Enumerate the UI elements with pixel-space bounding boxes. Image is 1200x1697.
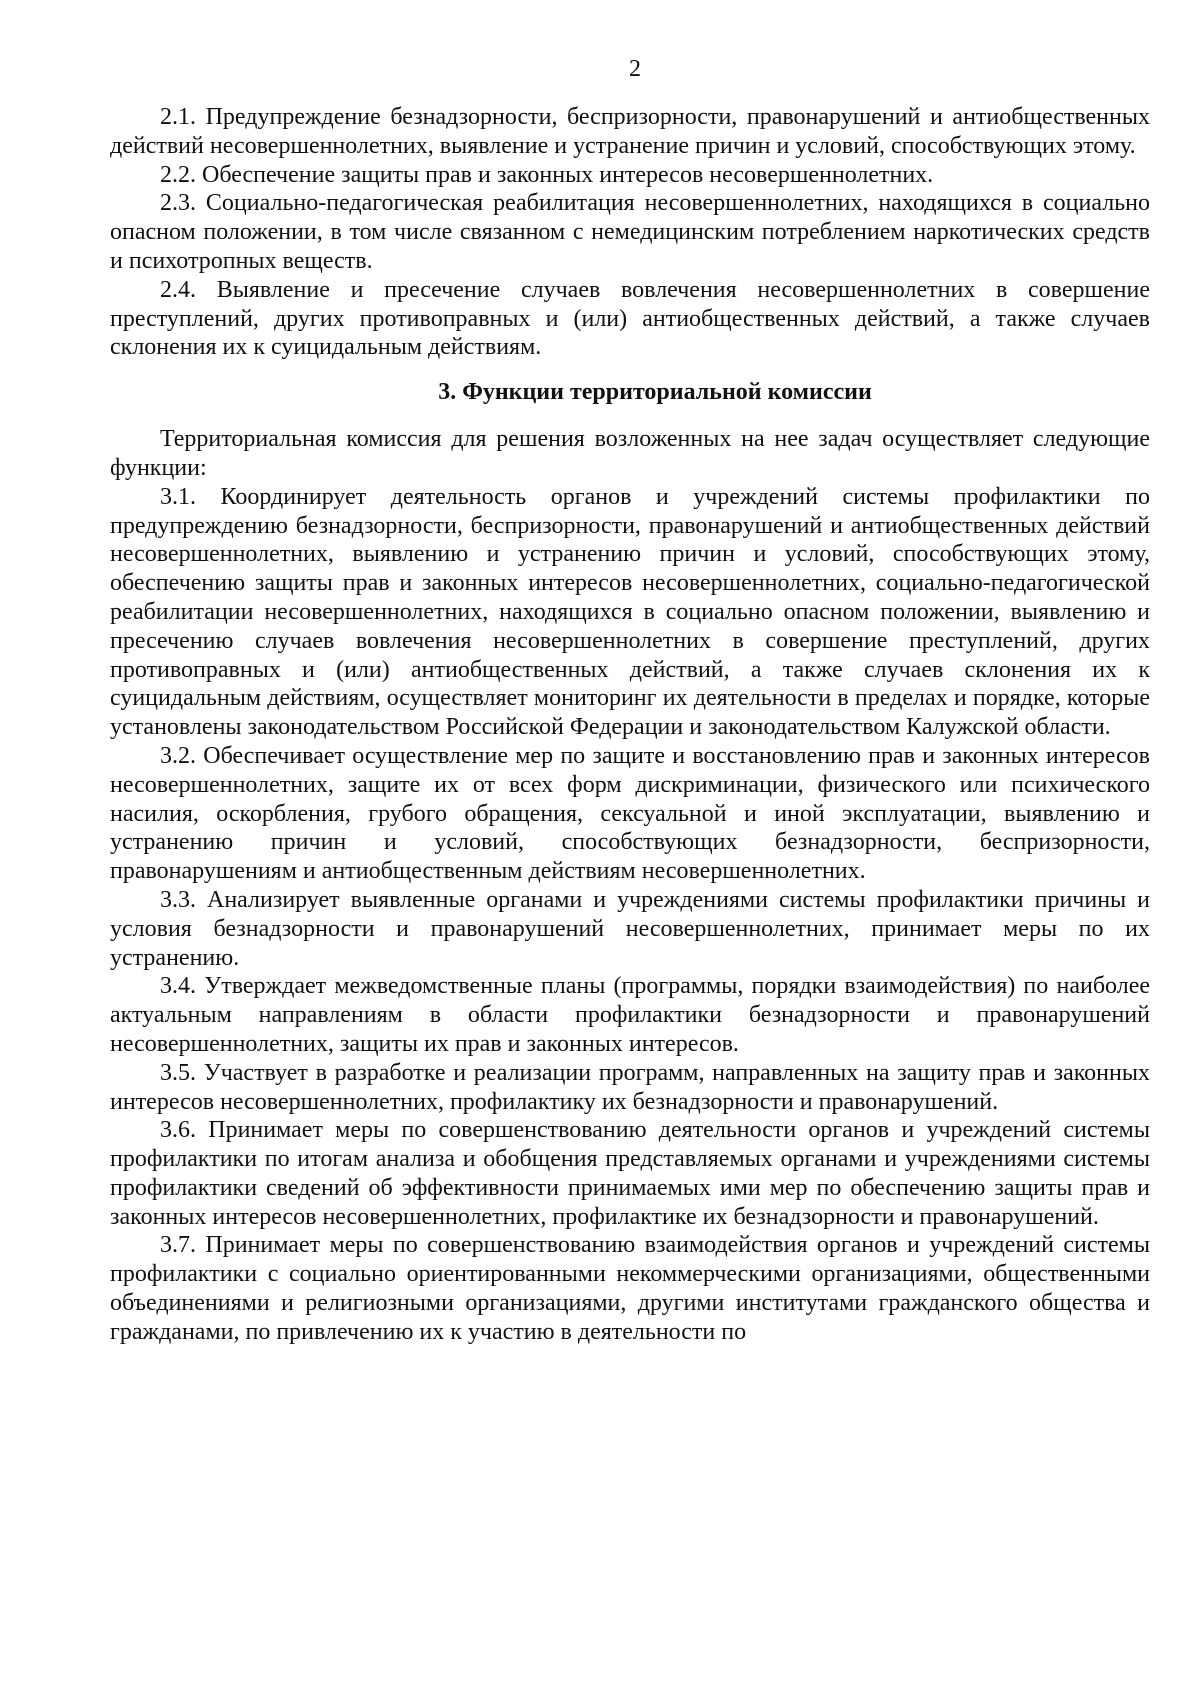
paragraph-3-4: 3.4. Утверждает межведомственные планы (программы, порядки взаимодействия) по наиболее актуальным направлениям в области профилактики безнадзорности и правонарушений несовершеннолетних, защиты их прав и законных интересов. [110,973,1150,1057]
paragraph-3-7: 3.7. Принимает меры по совершенствованию взаимодействия органов и учреждений системы профилактики с социально ориентированными некоммерческими организациями, общественными объединениями и религиозными организациями, другими институтами гражданского общества и гражданами, по привлечению их к участию в деятельности по [110,1232,1150,1345]
paragraph-3-6: 3.6. Принимает меры по совершенствованию деятельности органов и учреждений системы профилактики по итогам анализа и обобщения представляемых органами и учреждениями системы профилактики сведений об эффективности принимаемых ими мер по обеспечению защиты прав и законных интересов несовершеннолетних, профилактике их безнадзорности и правонарушений. [110,1117,1150,1230]
paragraph-3-1: 3.1. Координирует деятельность органов и учреждений системы профилактики по предупреждению безнадзорности, беспризорности, правонарушений и антиобщественных действий несовершеннолетних, выявлению и устранению причин и условий, способствующих этому, обеспечению защиты прав и законных интересов несовершеннолетних, социально-педагогической реабилитации несовершеннолетних, находящихся в социально опасном положении, выявлению и пресечению случаев вовлечения несовершеннолетних в совершение преступлений, других противоправных и (или) антиобщественных действий, а также случаев склонения их к суицидальным действиям, осуществляет мониторинг их деятельности в пределах и порядке, которые установлены законодательством Российской Федерации и законодательством Калужской области. [110,483,1150,741]
paragraph-2-3: 2.3. Социально-педагогическая реабилитация несовершеннолетних, находящихся в социально опасном положении, в том числе связанном с немедицинским потреблением наркотических средств и психотропных веществ. [110,190,1150,274]
paragraph-3-3: 3.3. Анализирует выявленные органами и учреждениями системы профилактики причины и условия безнадзорности и правонарушений несовершеннолетних, принимает меры по их устранению. [110,886,1150,971]
document-body [110,103,1150,1347]
paragraph-3-5: 3.5. Участвует в разработке и реализации программ, направленных на защиту прав и законных интересов несовершеннолетних, профилактику их безнадзорности и правонарушений. [110,1059,1150,1115]
paragraph-2-2: 2.2. Обеспечение защиты прав и законных интересов несовершеннолетних. [160,161,934,188]
page-number: 2 [629,56,641,82]
paragraph-3-2: 3.2. Обеспечивает осуществление мер по защите и восстановлению прав и законных интересов несовершеннолетних, защите их от всех форм дискриминации, физического или психического насилия, оскорбления, грубого обращения, сексуальной и иной эксплуатации, выявлению и устранению причин и условий, способствующих безнадзорности, беспризорности, правонарушениям и антиобщественным действиям несовершеннолетних. [110,742,1150,885]
paragraph-intro: Территориальная комиссия для решения возложенных на нее задач осуществляет следующие функции: [110,426,1150,481]
section-heading: 3. Функции территориальной комиссии [438,379,872,406]
paragraph-2-1: 2.1. Предупреждение безнадзорности, беспризорности, правонарушений и антиобщественных действий несовершеннолетних, выявление и устранение причин и условий, способствующих этому. [110,104,1150,159]
paragraph-2-4: 2.4. Выявление и пресечение случаев вовлечения несовершеннолетних в совершение преступлений, других противоправных и (или) антиобщественных действий, а также случаев склонения их к суицидальным действиям. [110,276,1150,361]
